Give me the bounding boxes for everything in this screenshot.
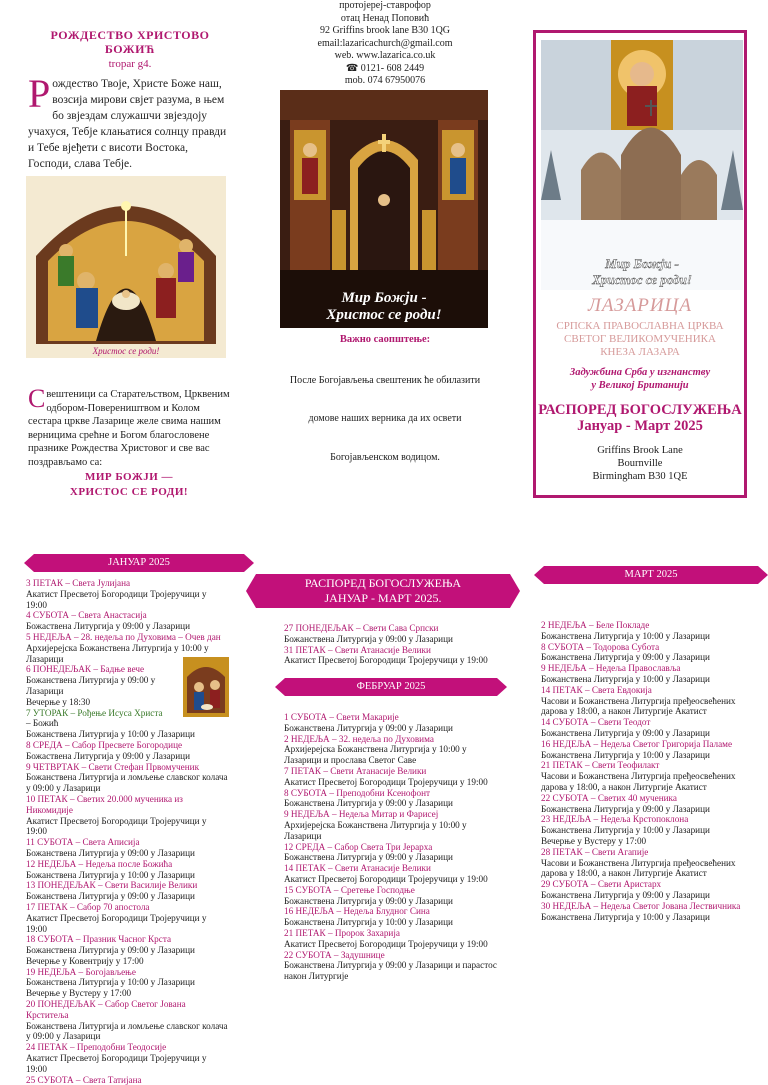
schedule-service: Часови и Божанствена Литургија пређеосвећених [541, 857, 736, 868]
schedule-service: дарова у 18:00, а након Литургије Акатист [541, 868, 707, 879]
schedule-day-title: 20 ПОНЕДЕЉАК – Сабор Светог Јована Крститеља [26, 999, 186, 1020]
schedule-service: у 09:00 у Лазарици [26, 783, 101, 794]
address-line-1: Griffins Brook Lane [597, 445, 683, 456]
schedule-day-title: 22 СУБОТА – Задушнице [284, 949, 385, 960]
schedule-day-title: 14 ПЕТАК – Света Евдокија [541, 684, 652, 695]
schedule-day-title: 1 СУБОТА – Свети Макарије [284, 712, 399, 722]
schedule-day-title: 21 ПЕТАК – Пророк Захарија [284, 927, 400, 938]
schedule-day-title: 13 ПОНЕДЕЉАК – Свети Василије Велики [26, 880, 198, 891]
schedule-day-title: 30 НЕДЕЉА – Недеља Светог Јована Лествичника [541, 900, 741, 911]
schedule-service: Лазарици [284, 830, 322, 841]
schedule-service: дарова у 18:00, а након Литургије Акатист [541, 781, 707, 792]
troparion-body: ождество Твоје, Христе Боже наш, возсија мирови свјет разума, в њем бо звјездам служашчи звјездоју учахуся, Тебје клањатися солнцу правди и Тебе вјеђети с висоти Востока, Господи, слава Тебје. [28, 78, 227, 170]
schedule-day-title: 29 СУБОТА – Свети Аристарх [541, 879, 662, 890]
schedule-service: Вечерње у Вустеру у 17:00 [26, 988, 132, 999]
schedule-day-title: 14 СУБОТА – Свети Теодот [541, 717, 651, 728]
schedule-service: Божанствена Литургија у 10:00 у Лазарици [541, 825, 710, 836]
schedule-service: Божанствена Литургија у 10:00 у Лазарици [541, 673, 710, 684]
banner-march: МАРТ 2025 [544, 566, 758, 584]
banner-january: ЈАНУАР 2025 [34, 554, 244, 572]
banner-schedule [256, 574, 510, 608]
schedule-day-title: 6 ПОНЕДЕЉАК – Бадње вече [26, 664, 145, 675]
schedule-title-line-1: РАСПОРЕД БОГОСЛУЖЕЊА [538, 402, 742, 418]
schedule-day-title: 9 ЧЕТВРТАК – Свети Стефан Првомученик [26, 761, 200, 772]
schedule-day-title: 17 ПЕТАК – Сабор 70 апостола [26, 901, 150, 912]
endowment-line-1: Задужбина Срба у изгнанству [569, 367, 711, 378]
schedule-service: Акатист Пресветој Богородици Тројеручици у 19:00 [284, 776, 488, 787]
drop-cap: С [28, 384, 46, 413]
schedule-service: у 09:00 у Лазарици [26, 1031, 101, 1042]
troparion-text [28, 71, 230, 172]
schedule-service: Божанствена Литургија у 10:00 у Лазарици [284, 917, 453, 928]
schedule-day-title: 15 СУБОТА – Сретење Господње [284, 884, 415, 895]
contact-mobile: mob. 074 67950076 [344, 75, 426, 86]
schedule-service: Часови и Божанствена Литургија пређеосвећених [541, 771, 736, 782]
schedule-service: Акатист Пресветој Богородици Тројеручици у 19:00 [284, 655, 488, 666]
schedule-service: Божанствена Литургија и ломљење славског колача [26, 1020, 228, 1031]
schedule-day-title: 8 СРЕДА – Сабор Пресвете Богородице [26, 739, 183, 750]
schedule-day-title: 7 УТОРАК – Рођење Исуса Христа [26, 707, 163, 718]
schedule-service: Божанствена Литургија у 09:00 у Лазарици [541, 889, 710, 900]
nativity-small-icon [183, 657, 229, 717]
schedule-service: Вечерње у 18:30 [26, 696, 91, 707]
schedule-service: Акатист Пресветој Богородици Тројеручици у 19:00 [26, 1053, 207, 1074]
schedule-service: Акатист Пресветој Богородици Тројеручици у 19:00 [26, 815, 207, 837]
schedule-service: Божанствена Литургија у 10:00 у Лазарици [541, 911, 710, 922]
schedule-day-title: 25 СУБОТА – Света Татијана [26, 1074, 142, 1085]
schedule-day-title: 27 ПОНЕДЕЉАК – Свети Сава Српски [284, 623, 439, 633]
tropar-tone: tropar g4. [108, 58, 152, 70]
february-schedule [284, 712, 516, 982]
schedule-day-title: 16 НЕДЕЉА – Недеља Блудног Сина [284, 906, 430, 917]
schedule-title-line-2: Јануар - Март 2025 [577, 418, 703, 434]
contact-address: 92 Griffins brook lane B30 1QG [319, 25, 451, 36]
schedule-service: Вечерње у Ковентрију у 17:00 [26, 955, 144, 966]
schedule-service: Акатист Пресветој Богородици Тројеручици у 19:00 [26, 912, 207, 934]
schedule-day-title: 5 НЕДЕЉА – 28. недеља по Духовима – Очев дан [26, 631, 221, 642]
closing-line-2: ХРИСТОС СЕ РОДИ! [69, 486, 189, 498]
schedule-service: Архијерејска Божанствена Литургија у 10:00 у [284, 819, 467, 830]
lazarica-title: ЛАЗАРИЦА [588, 295, 692, 316]
schedule-service: Божанствена Литургија у 10:00 у Лазарици [26, 977, 195, 988]
banner-schedule-line-1: РАСПОРЕД БОГОСЛУЖЕЊА [304, 576, 462, 590]
church-name-line-2: СВЕТОГ ВЕЛИКОМУЧЕНИКА [564, 333, 716, 345]
january-schedule [26, 578, 228, 1085]
schedule-service: Божанствена Литургија у 09:00 у Лазарици и парастос [284, 960, 497, 971]
schedule-service: Божанствена Литургија у 09:00 у Лазарици [284, 722, 453, 733]
schedule-service: дарова у 18:00, а након Литургије Акатист [541, 706, 707, 717]
schedule-service: – Божић [26, 718, 59, 729]
schedule-service: Архијерејска Божанствена Литургија у 10:00 у [284, 744, 467, 755]
schedule-day-title: 9 НЕДЕЉА – Недеља Митар и Фарисеј [284, 809, 439, 820]
schedule-day-title: 21 ПЕТАК – Свети Теофилакт [541, 760, 660, 771]
schedule-service: Божанствена Литургија у 10:00 у Лазарици [26, 729, 195, 740]
schedule-day-title: 18 СУБОТА – Празник Часног Крста [26, 934, 172, 945]
schedule-service: Божанствена Литургија у 09:00 у Лазарици [26, 945, 195, 956]
address-line-3: Birmingham B30 1QE [592, 471, 688, 482]
address-line-2: Bournville [617, 458, 663, 469]
schedule-day-title: 16 НЕДЕЉА – Недеља Светог Григорија Паламе [541, 738, 733, 749]
schedule-day-title: 14 ПЕТАК – Свети Атанасије Велики [284, 863, 431, 874]
schedule-service: Божанствена Литургија и ломљење славског колача [26, 772, 228, 783]
schedule-service: Божанствена Литургија у 10:00 у Лазарици [26, 869, 195, 880]
contact-block [280, 0, 490, 88]
schedule-day-title: 12 СРЕДА – Сабор Света Три Јерарха [284, 841, 433, 852]
iconostasis-caption-2: Христос се роди! [326, 307, 442, 323]
church-photo [541, 40, 743, 290]
schedule-day-title: 10 ПЕТАК – Светих 20.000 мученика из Никомидије [26, 793, 183, 815]
church-name [533, 320, 747, 359]
schedule-day-title: 2 НЕДЕЉА – 32. недеља по Духовима [284, 733, 434, 744]
schedule-service: Божанствена Литургија у 09:00 у Лазарици [284, 852, 453, 863]
schedule-service: Акатист Пресветој Богородици Тројеручици у 19:00 [284, 873, 488, 884]
notice-heading: Важно саопштење: [339, 334, 431, 345]
schedule-day-title: 7 ПЕТАК – Свети Атанасије Велики [284, 765, 427, 776]
church-address [533, 444, 747, 483]
schedule-day-title: 9 НЕДЕЉА – Недеља Православља [541, 663, 681, 674]
schedule-service: Божаствена Литургија у 09:00 у Лазарици [26, 621, 191, 632]
contact-phone: ☎ 0121- 608 2449 [345, 62, 425, 74]
church-photo-caption-1: Мир Божји - [605, 256, 679, 271]
contact-web[interactable]: web. www.lazarica.co.uk [334, 50, 436, 61]
schedule-day-title: 8 СУБОТА – Преподобни Ксенофонт [284, 787, 431, 798]
iconostasis-photo [280, 90, 488, 328]
schedule-day-title: 12 НЕДЕЉА – Недеља после Божића [26, 858, 173, 869]
schedule-day-title: 22 СУБОТА – Светих 40 мученика [541, 792, 677, 803]
endowment-line-2: у Великој Британији [591, 380, 689, 391]
closing-line-1: МИР БОЖЈИ — [84, 471, 174, 483]
schedule-service: Божанствена Литургија у 09:00 у Лазарици [26, 847, 195, 858]
schedule-service: Божанствена Литургија у 09:00 у Лазарици [284, 633, 453, 644]
schedule-day-title: 19 НЕДЕЉА – Богојављење [26, 966, 136, 977]
march-schedule [541, 620, 761, 922]
drop-cap: Р [28, 71, 51, 116]
church-name-line-3: КНЕЗА ЛАЗАРА [600, 346, 680, 358]
schedule-day-title: 31 ПЕТАК – Свети Атанасије Велики [284, 644, 431, 655]
christ-pantocrator-icon [630, 62, 654, 86]
schedule-day-title: 24 ПЕТАК – Преподобни Теодосије [26, 1042, 167, 1053]
nativity-icon-caption: Христос се роди! [92, 346, 160, 356]
iconostasis-caption-1: Мир Божји - [341, 290, 427, 306]
schedule-service: Божанствена Литургија у 10:00 у Лазарици [541, 749, 710, 760]
schedule-service: Акатист Пресветој Богородици Тројеручици у 19:00 [284, 938, 488, 949]
greeting-body: вештеници са Старатељством, Црквеним одбором-Повереништвом и Колом сестара цркве Лазарице желе свима нашим верницима срећне и Богом благословене празнике Рождества Христовог и све вас поздрављамо са: [28, 389, 230, 468]
endowment-text [533, 366, 747, 392]
schedule-service: након Литургије [284, 971, 349, 982]
schedule-service: Божанствена Литургија у 09:00 у Лазарици [26, 891, 195, 902]
priest-title: протојереј-ставрофор [339, 0, 431, 11]
schedule-service: Акатист Пресветој Богородици Тројеручици у 19:00 [26, 588, 207, 610]
schedule-day-title: 2 НЕДЕЉА – Беле Покладе [541, 620, 650, 630]
schedule-service: Божанствена Литургија у 09:00 у Лазарици [284, 798, 453, 809]
january-schedule-end [284, 623, 516, 666]
schedule-service: Божанствена Литургија у 10:00 у Лазарици [541, 630, 710, 641]
church-name-line-1: СРПСКА ПРАВОСЛАВНА ЦРКВА [556, 320, 724, 332]
priest-name: отац Ненад Поповић [340, 12, 430, 24]
schedule-day-title: 4 СУБОТА – Света Анастасија [26, 610, 147, 621]
nativity-title: РОЖДЕСТВО ХРИСТОВО БОЖИЋ [50, 28, 210, 56]
contact-email[interactable]: email:lazaricachurch@gmail.com [317, 37, 453, 49]
church-photo-caption-2: Христос се роди! [592, 272, 692, 287]
greeting-text [28, 384, 230, 469]
nativity-icon [26, 176, 226, 358]
schedule-service: Божанствена Литургија у 09:00 у [26, 675, 156, 686]
schedule-service: Божанствена Литургија у 09:00 у Лазарици [541, 652, 710, 663]
schedule-day-title: 11 СУБОТА – Света Аписија [26, 837, 140, 848]
closing-greeting [28, 470, 230, 500]
schedule-service: Лазарици и прослава Светог Саве [284, 755, 417, 766]
schedule-service: Лазарици [26, 653, 64, 664]
schedule-service: Божанствена Литургија у 09:00 у Лазарици [541, 727, 710, 738]
notice-line-1: После Богојављења свештеник ће обилазити [289, 375, 481, 386]
schedule-day-title: 3 ПЕТАК – Света Јулијана [26, 578, 131, 588]
schedule-day-title: 8 СУБОТА – Тодорова Субота [541, 641, 660, 652]
schedule-day-title: 28 ПЕТАК – Свети Агапије [541, 846, 649, 857]
schedule-service: Божаствена Литургија у 09:00 у Лазарици [26, 750, 191, 761]
schedule-day-title: 23 НЕДЕЉА – Недеља Крстопоклона [541, 814, 689, 825]
schedule-service: Вечерње у Вустеру у 17:00 [541, 835, 647, 846]
schedule-service: Божанствена Литургија у 09:00 у Лазарици [284, 895, 453, 906]
schedule-service: Часови и Божанствена Литургија пређеосвећених [541, 695, 736, 706]
banner-schedule-line-2: ЈАНУАР - МАРТ 2025. [324, 591, 442, 605]
notice-line-2: домове наших верника да их освети [308, 413, 462, 424]
notice-line-3: Богојављенском водицом. [330, 452, 440, 463]
schedule-service: Лазарици [26, 685, 64, 696]
schedule-service: Божанствена Литургија у 09:00 у Лазарици [541, 803, 710, 814]
banner-february: ФЕБРУАР 2025 [285, 678, 497, 696]
schedule-service: Архијерејска Божанствена Литургија у 10:00 у [26, 642, 209, 653]
schedule-title [533, 402, 747, 434]
